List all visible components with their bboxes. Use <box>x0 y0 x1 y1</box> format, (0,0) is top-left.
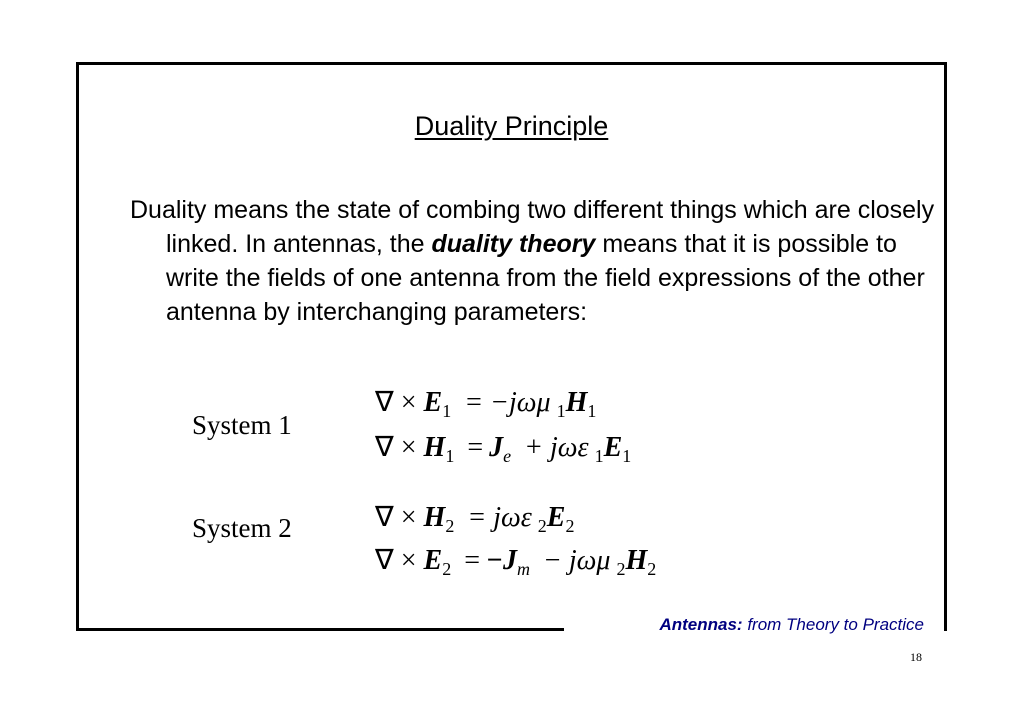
rhs-current-subscript: e <box>503 446 512 466</box>
rhs-field-subscript: 2 <box>647 559 657 579</box>
footer-tagline: from Theory to Practice <box>747 615 924 634</box>
rhs-field: E <box>546 502 566 533</box>
lhs-field: H <box>423 502 446 533</box>
slide-title: Duality Principle <box>414 111 609 141</box>
lhs-subscript: 1 <box>442 401 452 421</box>
rhs-field-subscript: 1 <box>587 401 597 421</box>
lhs-subscript: 2 <box>445 516 455 536</box>
rhs-current: J <box>489 432 504 463</box>
system-2-equation-2: ∇ × $E_2 = -J_m - j\omega\mu$ $_2H_2$ <box>375 545 657 579</box>
rhs-subscript: 2 <box>616 559 626 579</box>
lhs-subscript: 1 <box>445 446 455 466</box>
paragraph-text-before: Duality means the state of combing two different things which are closely linked. In antennas, the <box>130 196 935 258</box>
curl-operator: ∇ × <box>375 387 417 418</box>
curl-operator: ∇ × <box>375 432 417 463</box>
rhs-current-subscript: m <box>516 559 530 579</box>
rhs-subscript: 1 <box>594 446 604 466</box>
rhs-subscript: 2 <box>537 516 547 536</box>
rhs-field: H <box>565 387 588 418</box>
page-number: 18 <box>910 650 922 664</box>
lhs-field: H <box>423 432 446 463</box>
system-1-label: System 1 <box>192 410 292 440</box>
rhs-expression: + jωε <box>524 432 589 463</box>
curl-operator: ∇ × <box>375 502 417 533</box>
system-1-equation-2: ∇ × $H_1 = J_e + j\omega\varepsilon$ $_1E_1$ <box>375 432 632 466</box>
footer-branding <box>659 615 924 635</box>
rhs-field: H <box>625 545 648 576</box>
slide-frame-right <box>944 62 947 631</box>
rhs-expression: − jωμ <box>542 545 611 576</box>
paragraph-emphasis: duality theory <box>431 230 596 258</box>
rhs-expression: = jωε <box>467 502 532 533</box>
curl-operator: ∇ × <box>375 545 417 576</box>
slide-frame-bottom <box>76 628 564 631</box>
lhs-field: E <box>423 545 443 576</box>
lhs-field: E <box>423 387 443 418</box>
system-1-equation-1 <box>375 385 596 419</box>
rhs-current: −J <box>486 545 517 576</box>
rhs-field-subscript: 2 <box>565 516 575 536</box>
rhs-field: E <box>603 432 623 463</box>
duality-paragraph <box>130 193 946 329</box>
footer-brand: Antennas: <box>659 615 743 634</box>
system-2-label: System 2 <box>192 513 292 543</box>
rhs-subscript: 1 <box>556 401 566 421</box>
lhs-subscript: 2 <box>442 559 452 579</box>
system-2-equation-1 <box>375 500 574 534</box>
slide-frame-left <box>76 62 79 631</box>
slide-frame-top <box>76 62 947 65</box>
rhs-field-subscript: 1 <box>622 446 632 466</box>
rhs-expression: = −jωμ <box>464 387 551 418</box>
paragraph-text-after: means that it is possible to write the fields of one antenna from the field expressions of the other antenna by interchanging parameters: <box>166 230 925 326</box>
